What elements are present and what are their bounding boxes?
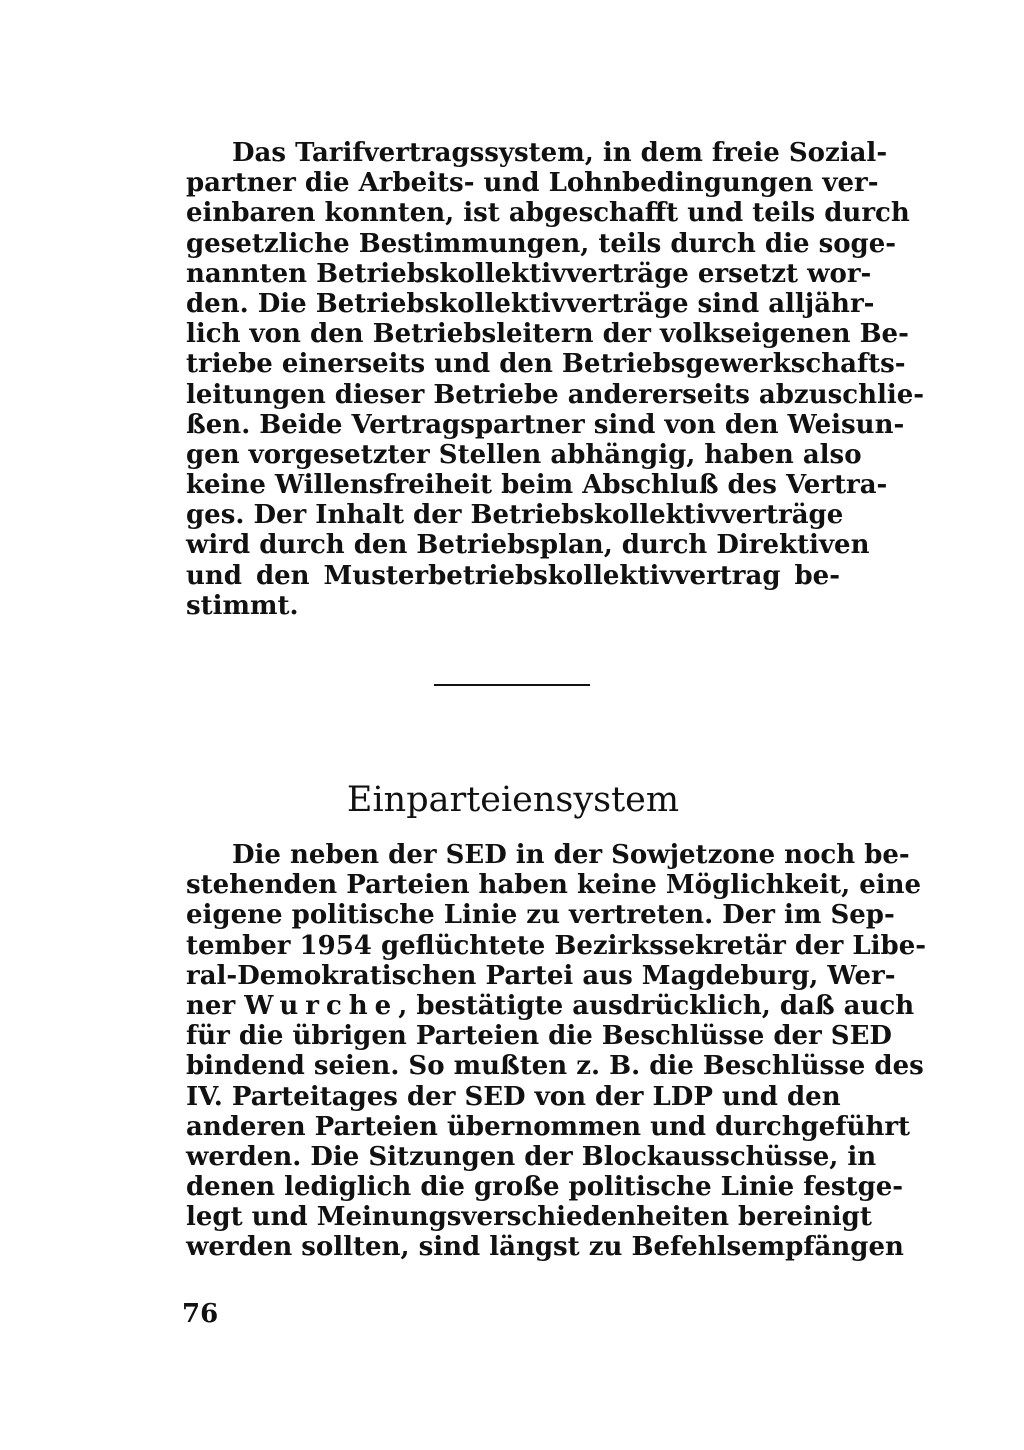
text-line: lich von den Betriebsleitern der volkseigenen Be-	[186, 319, 909, 350]
text-line: den. Die Betriebskollektivverträge sind alljähr-	[186, 288, 875, 319]
section-divider	[434, 684, 590, 686]
text-segment: , bestätigte ausdrücklich, daß auch	[398, 990, 915, 1021]
text-line: einbaren konnten, ist abgeschafft und teils durch	[186, 198, 910, 229]
text-line: werden sollten, sind längst zu Befehlsempfängen	[186, 1232, 904, 1263]
text-line: nannten Betriebskollektivverträge ersetzt wor-	[186, 258, 872, 289]
text-line: ral-Demokratischen Partei aus Magdeburg, Wer-	[186, 960, 896, 991]
text-line: eigene politische Linie zu vertreten. Der im Sep-	[186, 900, 895, 931]
section-heading: Einparteiensystem	[346, 780, 680, 820]
text-line: Die neben der SED in der Sowjetzone noch be-	[232, 840, 910, 870]
text-line: und den Musterbetriebskollektivvertrag be-	[186, 560, 840, 591]
page-number: 76	[182, 1299, 219, 1329]
text-line: IV. Parteitages der SED von der LDP und den	[186, 1081, 841, 1112]
text-line: stehenden Parteien haben keine Möglichkeit, eine	[186, 870, 922, 901]
text-line: anderen Parteien übernommen und durchgeführt	[186, 1111, 911, 1142]
text-line: triebe einerseits und den Betriebsgewerkschafts-	[186, 349, 906, 380]
text-line: ßen. Beide Vertragspartner sind von den Weisun-	[186, 409, 905, 440]
text-line: denen lediglich die große politische Linie festge-	[186, 1172, 904, 1203]
text-line: gesetzliche Bestimmungen, teils durch die soge-	[186, 228, 897, 259]
text-line: stimmt.	[186, 590, 299, 621]
text-line: für die übrigen Parteien die Beschlüsse der SED	[186, 1021, 892, 1052]
text-line	[186, 990, 915, 1021]
paragraph-einparteiensystem	[186, 840, 927, 1263]
text-line: partner die Arbeits- und Lohnbedingungen ver-	[186, 168, 879, 199]
text-segment: ner	[186, 990, 245, 1021]
text-line: wird durch den Betriebsplan, durch Direktiven	[186, 530, 870, 561]
text-line: legt und Meinungsverschiedenheiten bereinigt	[186, 1202, 872, 1233]
text-line: ges. Der Inhalt der Betriebskollektivverträge	[186, 500, 844, 531]
text-line: gen vorgesetzter Stellen abhängig, haben also	[186, 439, 862, 470]
text-line: tember 1954 geflüchtete Bezirkssekretär der Libe-	[186, 930, 927, 961]
text-line: Das Tarifvertragssystem, in dem freie Sozial-	[232, 138, 888, 168]
paragraph-tarifvertragssystem	[186, 138, 925, 621]
spaced-surname: Wurche	[244, 990, 399, 1021]
text-line: bindend seien. So mußten z. B. die Beschlüsse des	[186, 1051, 924, 1082]
text-line: werden. Die Sitzungen der Blockausschüsse, in	[186, 1141, 877, 1172]
text-line: keine Willensfreiheit beim Abschluß des Vertra-	[186, 470, 888, 501]
text-line: leitungen dieser Betriebe andererseits abzuschlie-	[186, 379, 925, 410]
